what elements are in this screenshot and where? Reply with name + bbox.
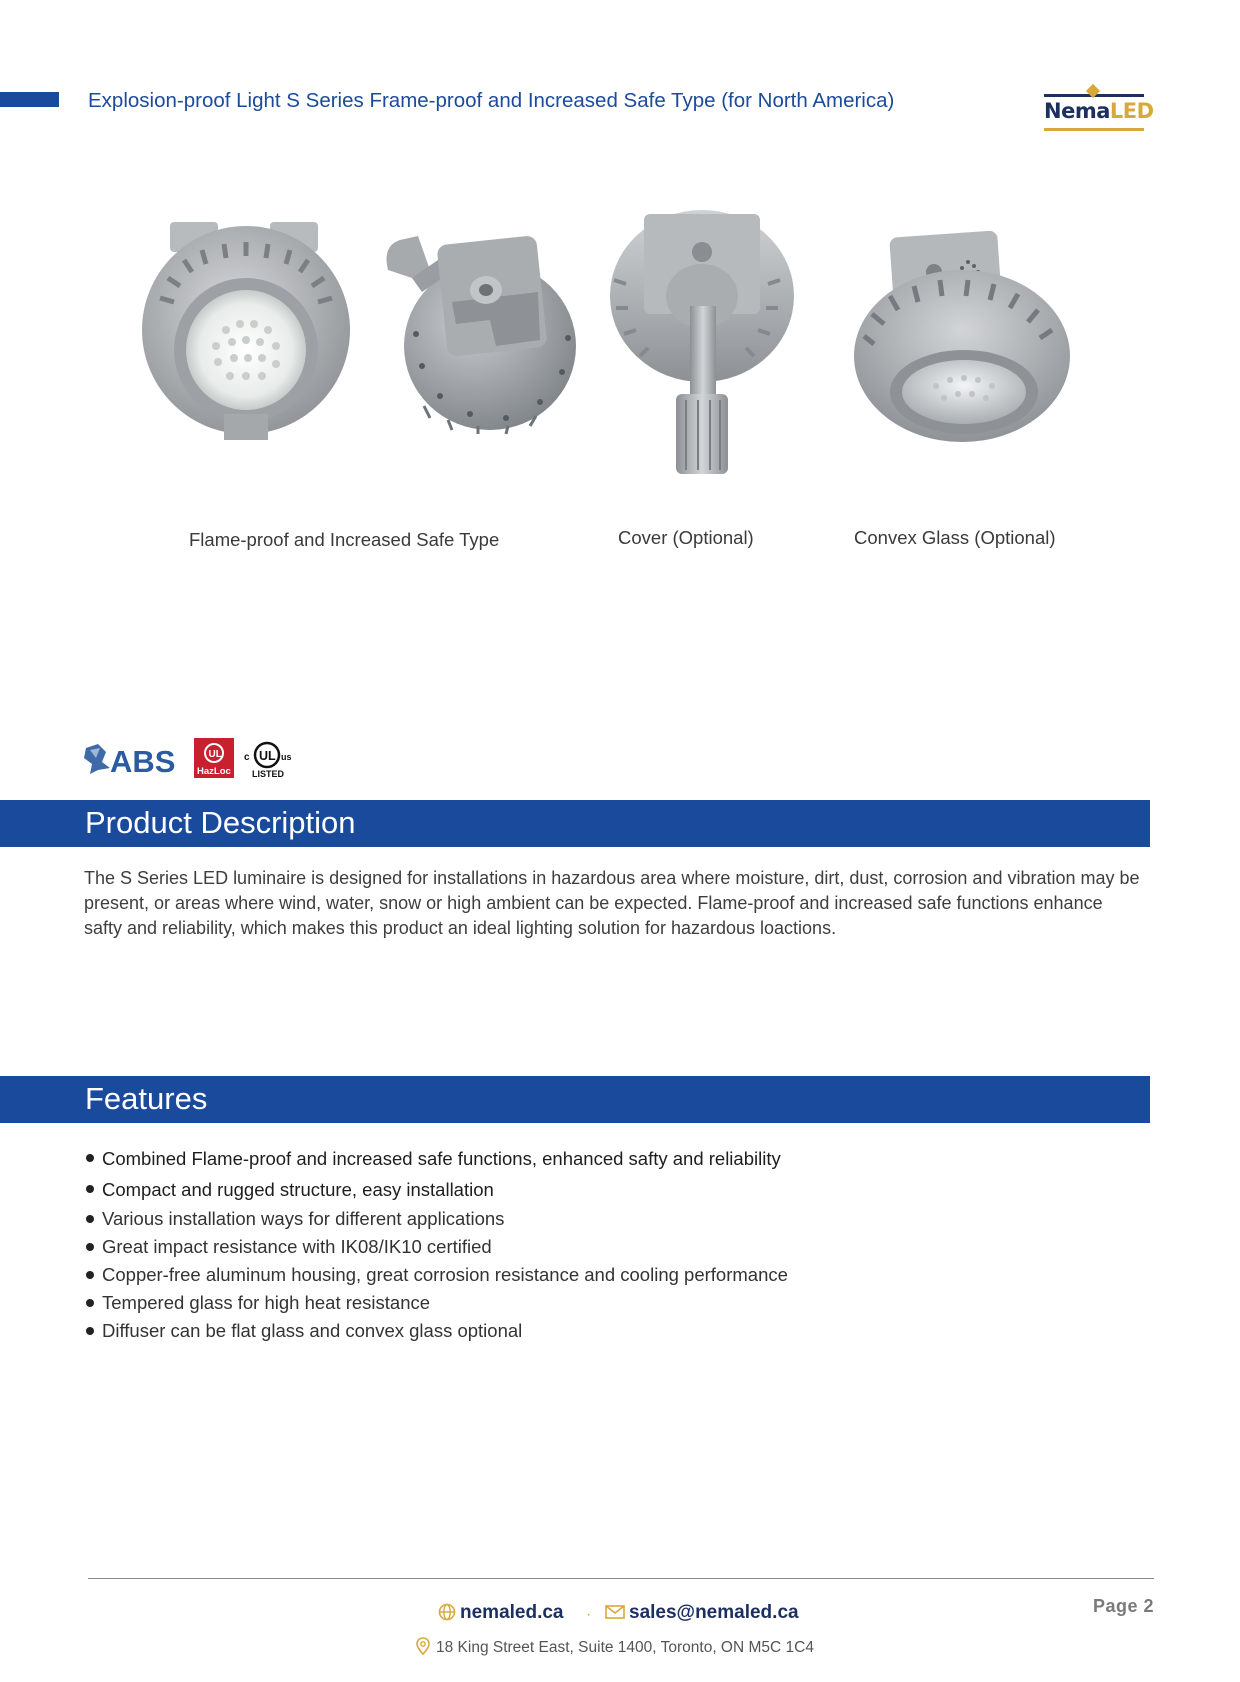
website-text: nemaled.ca <box>460 1602 564 1623</box>
bullet-icon <box>86 1185 94 1193</box>
footer-address <box>416 1637 814 1657</box>
feature-item: Diffuser can be flat glass and convex glass optional <box>84 1317 788 1345</box>
features-header <box>0 1076 1150 1123</box>
feature-item: Various installation ways for different applications <box>84 1205 788 1233</box>
caption-flame-proof: Flame-proof and Increased Safe Type <box>189 529 500 550</box>
product-image-convex-glass <box>840 226 1076 460</box>
product-description-header <box>0 800 1150 847</box>
footer-separator: · <box>586 1606 592 1623</box>
features-list <box>84 1143 788 1345</box>
product-image-back-mount <box>378 230 578 436</box>
address-text: 18 King Street East, Suite 1400, Toronto, ON M5C 1C4 <box>436 1639 814 1656</box>
bullet-icon <box>86 1327 94 1335</box>
cul-c: c <box>244 752 250 763</box>
bullet-icon <box>86 1271 94 1279</box>
product-image-cover <box>604 204 800 480</box>
product-description-title: Product Description <box>85 805 356 840</box>
feature-item: Tempered glass for high heat resistance <box>84 1289 788 1317</box>
logo-nema: Nema <box>1044 99 1110 123</box>
product-description-text: The S Series LED luminaire is designed for installations in hazardous area where moisture, dirt, dust, corrosion and vibration may be present, or areas where wind, water, snow or high ambient can be expected. Flame-proof and increased safe functions enhance safty and reliability, which makes this product an ideal lighting solution for hazardous loactions. <box>84 868 1140 938</box>
location-pin-icon <box>416 1637 430 1655</box>
caption-convex-glass: Convex Glass (Optional) <box>854 527 1056 548</box>
product-image-front <box>140 218 360 442</box>
certification-logos <box>84 738 314 780</box>
hazloc-text: HazLoc <box>197 766 231 777</box>
feature-item: Combined Flame-proof and increased safe functions, enhanced safty and reliability <box>84 1143 788 1174</box>
globe-icon <box>438 1603 456 1621</box>
footer-divider <box>88 1578 1154 1579</box>
logo-bottom-line <box>1044 128 1144 131</box>
nemaled-logo <box>1044 84 1154 136</box>
listed-text: LISTED <box>252 769 285 779</box>
footer-email[interactable] <box>605 1602 799 1624</box>
cul-us: us <box>281 752 292 762</box>
bullet-icon <box>86 1154 94 1162</box>
cul-us-listed-logo <box>244 743 292 779</box>
ul-hazloc-logo <box>194 738 234 778</box>
abs-text: ABS <box>110 744 176 779</box>
feature-item: Copper-free aluminum housing, great corrosion resistance and cooling performance <box>84 1261 788 1289</box>
bullet-icon <box>86 1215 94 1223</box>
page-number: Page 2 <box>1092 1596 1154 1616</box>
header-accent-bar <box>0 92 59 107</box>
features-title: Features <box>85 1081 208 1116</box>
bullet-icon <box>86 1243 94 1251</box>
feature-item: Great impact resistance with IK08/IK10 certified <box>84 1233 788 1261</box>
email-text: sales@nemaled.ca <box>629 1602 799 1623</box>
svg-text:UL: UL <box>208 749 222 760</box>
bullet-icon <box>86 1299 94 1307</box>
logo-led: LED <box>1109 99 1154 123</box>
footer-website[interactable] <box>438 1602 564 1624</box>
svg-text:UL: UL <box>259 749 276 763</box>
page-title: Explosion-proof Light S Series Frame-proof and Increased Safe Type (for North America) <box>88 89 895 112</box>
logo-text <box>1044 99 1154 123</box>
envelope-icon <box>605 1604 625 1620</box>
abs-logo <box>84 744 175 779</box>
caption-cover: Cover (Optional) <box>618 527 754 548</box>
feature-item: Compact and rugged structure, easy installation <box>84 1174 788 1205</box>
